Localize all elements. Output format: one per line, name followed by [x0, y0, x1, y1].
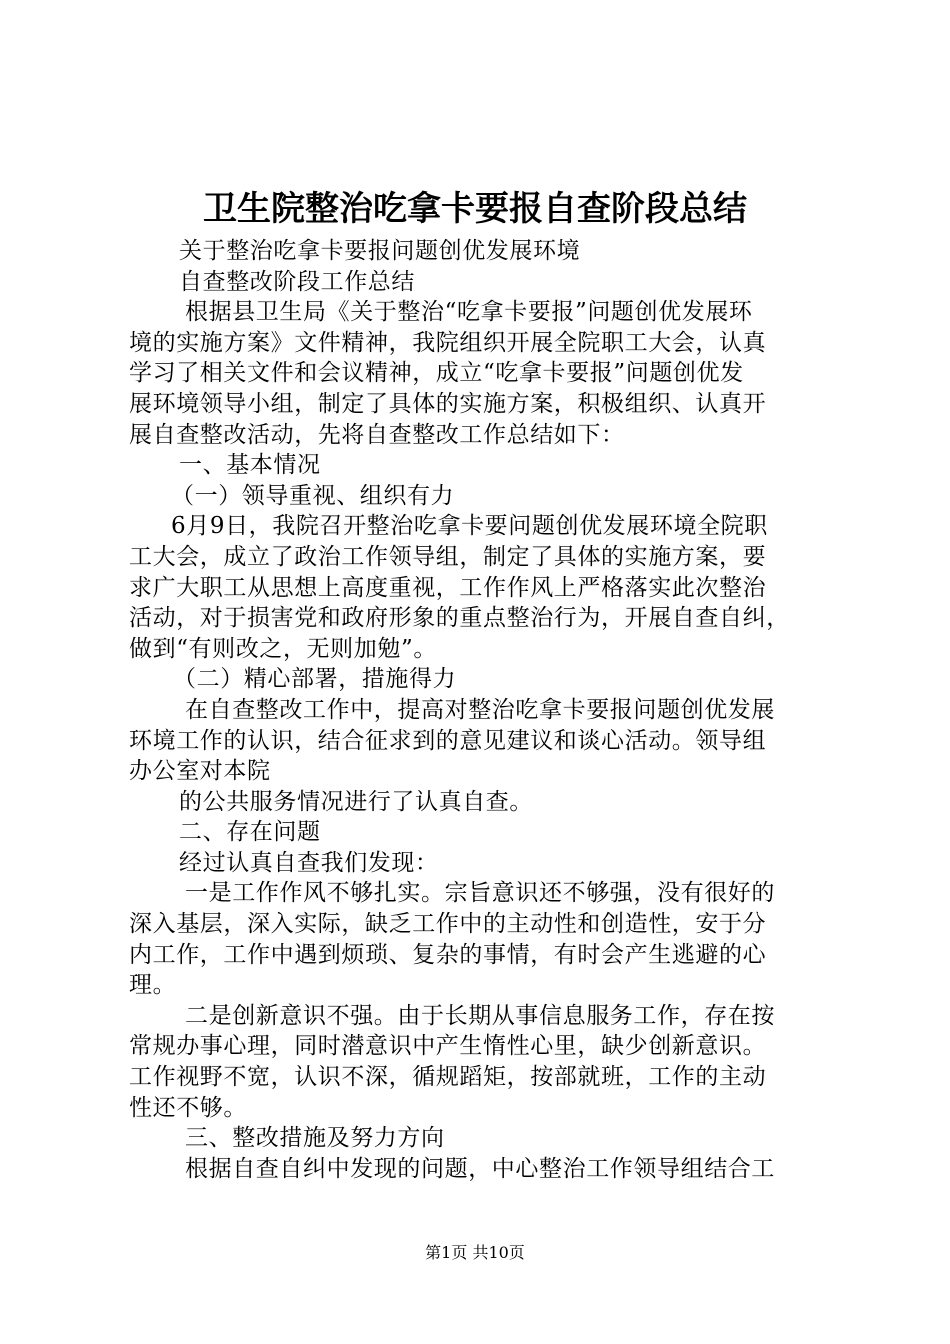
body-line: 根据县卫生局《关于整治“吃拿卡要报”问题创优发展环 [185, 299, 753, 326]
body-line: 求广大职工从思想上高度重视，工作作风上严格落实此次整治 [129, 574, 767, 601]
body-line: 工大会，成立了政治工作领导组，制定了具体的实施方案，要 [129, 543, 767, 570]
section-heading: 三、整改措施及努力方向 [185, 1125, 445, 1152]
body-line: 工作视野不宽，认识不深，循规蹈矩，按部就班，工作的主动 [129, 1064, 767, 1091]
body-line: 二是创新意识不强。由于长期从事信息服务工作，存在按 [185, 1002, 775, 1029]
body-line: 境的实施方案》文件精神，我院组织开展全院职工大会，认真 [129, 329, 767, 356]
body-line: 展环境领导小组，制定了具体的实施方案，积极组织、认真开 [129, 390, 767, 417]
document-title: 卫生院整治吃拿卡要报自查阶段总结 [203, 189, 747, 229]
body-line: 学习了相关文件和会议精神，成立“吃拿卡要报”问题创优发 [129, 360, 744, 387]
section-heading: 二、存在问题 [179, 819, 321, 846]
body-line: 的公共服务情况进行了认真自查。 [179, 788, 533, 815]
body-line: 做到“有则改之，无则加勉”。 [129, 635, 437, 662]
body-line: 深入基层，深入实际，缺乏工作中的主动性和创造性，安于分 [129, 911, 767, 938]
body-line: 展自查整改活动，先将自查整改工作总结如下： [129, 421, 625, 448]
body-line: 在自查整改工作中，提高对整治吃拿卡要报问题创优发展 [185, 696, 775, 723]
body-line: 活动，对于损害党和政府形象的重点整治行为，开展自查自纠， [129, 605, 790, 632]
body-line: 环境工作的认识，结合征求到的意见建议和谈心活动。领导组 [129, 727, 767, 754]
body-line: 自查整改阶段工作总结 [179, 268, 415, 295]
body-line: 办公室对本院 [129, 758, 271, 785]
body-line: 6月9日，我院召开整治吃拿卡要问题创优发展环境全院职 [171, 513, 768, 540]
body-line: 经过认真自查我们发现： [179, 849, 439, 876]
body-line: 内工作，工作中遇到烦琐、复杂的事情，有时会产生逃避的心 [129, 941, 767, 968]
body-line: 一是工作作风不够扎实。宗旨意识还不够强，没有很好的 [185, 880, 775, 907]
section-heading: 一、基本情况 [179, 452, 321, 479]
body-line: 关于整治吃拿卡要报问题创优发展环境 [179, 238, 581, 264]
page-number-footer: 第1页 共10页 [425, 1243, 525, 1262]
subsection-heading: （二）精心部署，措施得力 [173, 666, 457, 693]
body-line: 性还不够。 [129, 1094, 247, 1121]
body-line: 常规办事心理，同时潜意识中产生惰性心里，缺少创新意识。 [129, 1033, 767, 1060]
body-line: 理。 [129, 972, 177, 999]
subsection-heading: （一）领导重视、组织有力 [171, 482, 455, 509]
body-line: 根据自查自纠中发现的问题，中心整治工作领导组结合工 [185, 1155, 775, 1182]
document-body [129, 236, 831, 1184]
